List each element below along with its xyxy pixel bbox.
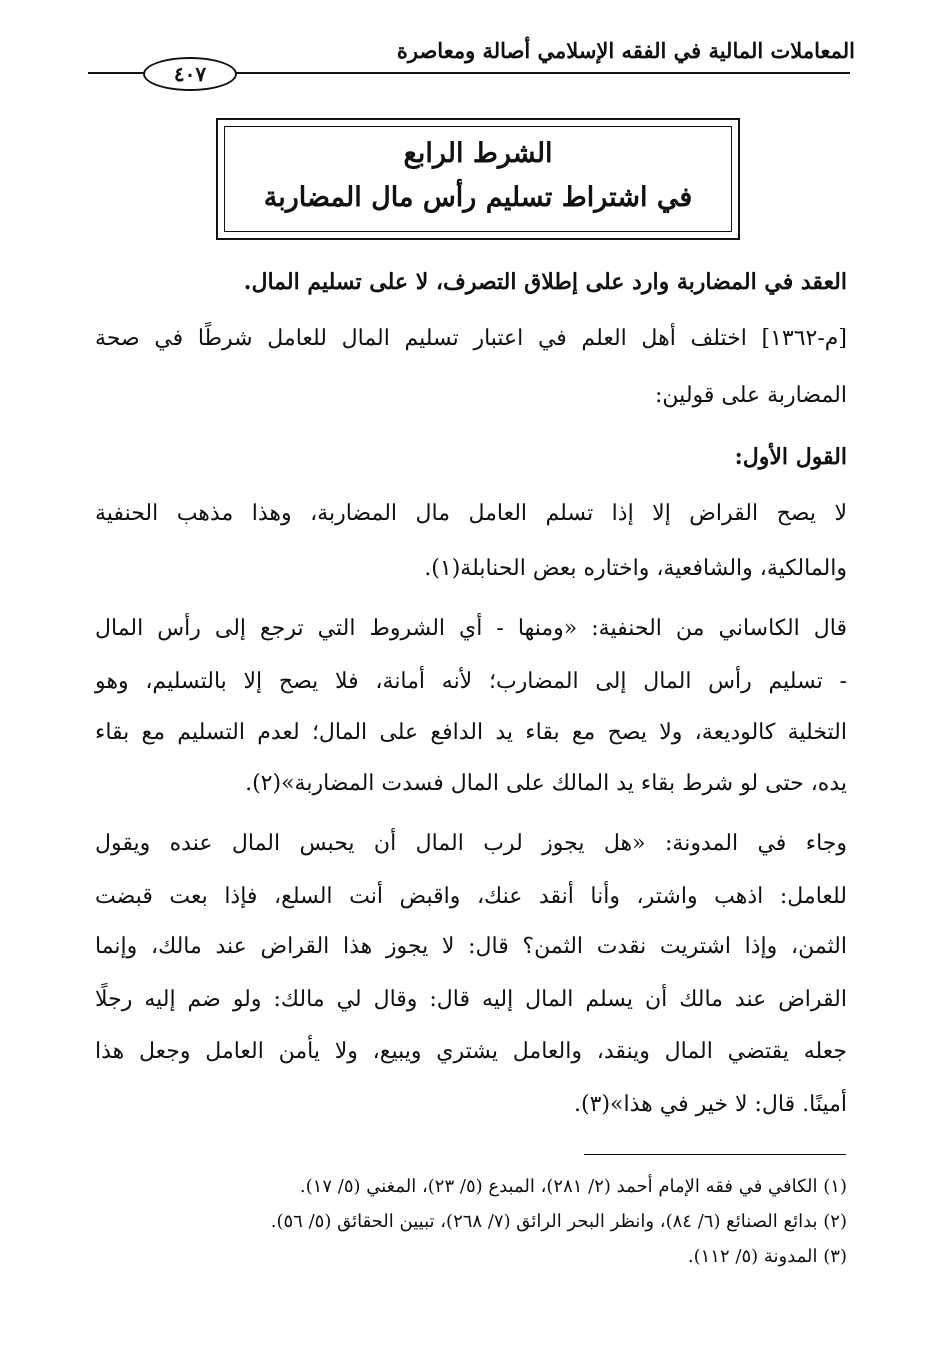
body-line: القول الأول: bbox=[734, 444, 847, 470]
page-number: ٤٠٧ bbox=[143, 57, 237, 91]
footnote: (٢) بدائع الصنائع (٦/ ٨٤)، وانظر البحر الرائق (٧/ ٢٦٨)، تبيين الحقائق (٥/ ٥٦). bbox=[270, 1211, 847, 1232]
section-title-line-1: الشرط الرابع bbox=[403, 138, 553, 169]
body-line: الثمن، وإذا اشتريت نقدت الثمن؟ قال: لا يجوز هذا القراض عند مالك، وإنما bbox=[95, 934, 847, 959]
body-line: والمالكية، والشافعية، واختاره بعض الحنابلة(١). bbox=[424, 556, 847, 581]
section-title-line-2: في اشتراط تسليم رأس مال المضاربة bbox=[263, 182, 693, 213]
body-line: التخلية كالوديعة، ولا يصح مع بقاء يد الدافع على المال؛ لعدم التسليم مع بقاء bbox=[95, 720, 847, 745]
body-line: وجاء في المدونة: «هل يجوز لرب المال أن يحبس المال عنده ويقول bbox=[95, 831, 847, 856]
body-line: لا يصح القراض إلا إذا تسلم العامل مال المضاربة، وهذا مذهب الحنفية bbox=[95, 501, 847, 526]
header-rule-left bbox=[88, 72, 148, 74]
body-line: [م-١٣٦٢] اختلف أهل العلم في اعتبار تسليم المال للعامل شرطًا في صحة bbox=[95, 326, 847, 351]
body-line: جعله يقتضي المال وينقد، والعامل يشتري ويبيع، ولا يأمن العامل وجعل هذا bbox=[95, 1039, 847, 1064]
footnote-separator bbox=[584, 1154, 846, 1155]
body-line: للعامل: اذهب واشتر، وأنا أنقد عنك، واقبض أنت السلع، فإذا بعت قبضت bbox=[95, 884, 847, 909]
body-line: المضاربة على قولين: bbox=[655, 383, 847, 408]
footnote: (٣) المدونة (٥/ ١١٢). bbox=[687, 1246, 847, 1267]
footnote: (١) الكافي في فقه الإمام أحمد (٢/ ٢٨١)، المبدع (٥/ ٢٣)، المغني (٥/ ١٧). bbox=[299, 1176, 847, 1197]
running-header-title: المعاملات المالية في الفقه الإسلامي أصالة ومعاصرة bbox=[396, 38, 855, 63]
body-line: العقد في المضاربة وارد على إطلاق التصرف، لا على تسليم المال. bbox=[243, 269, 847, 295]
section-title-box bbox=[216, 118, 740, 240]
body-line: يده، حتى لو شرط بقاء يد المالك على المال فسدت المضاربة»(٢). bbox=[245, 771, 847, 796]
body-line: القراض عند مالك أن يسلم المال إليه قال: وقال لي مالك: ولو ضم إليه رجلًا bbox=[95, 987, 847, 1012]
body-line: قال الكاساني من الحنفية: «ومنها - أي الشروط التي ترجع إلى رأس المال bbox=[95, 616, 847, 641]
body-line: - تسليم رأس المال إلى المضارب؛ لأنه أمانة، فلا يصح إلا بالتسليم، وهو bbox=[95, 669, 847, 694]
body-line: أمينًا. قال: لا خير في هذا»(٣). bbox=[574, 1092, 847, 1117]
header-rule bbox=[230, 72, 850, 74]
